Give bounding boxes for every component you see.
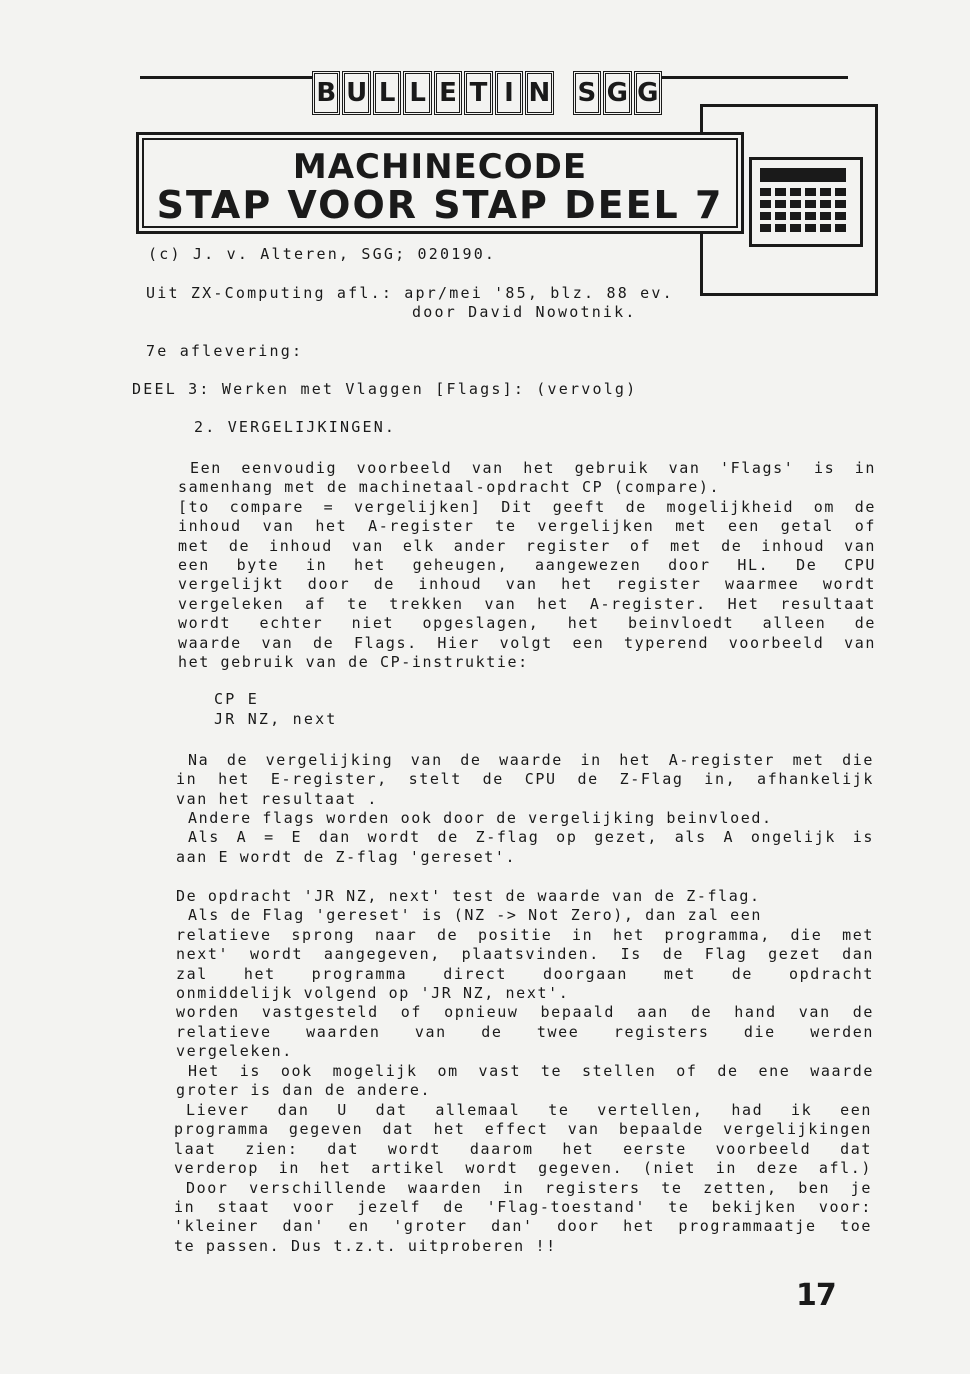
paragraph-3 [176, 809, 874, 867]
text-line: in het E-register, stelt de CPU de Z-Flag in, afhankelijk [176, 770, 874, 789]
keyboard-icon [749, 157, 863, 247]
text-line: relatieve sprong naar de positie in het programma, die met [176, 925, 874, 944]
masthead-letter: G [603, 71, 631, 115]
text-line: vergeleken. [176, 1042, 293, 1061]
text-line: laat zien: dat wordt daarom het eerste voorbeeld dat [174, 1139, 872, 1158]
paragraph-4 [176, 887, 874, 1062]
text-line: next' wordt aangegeven, plaatsvinden. Is de Flag gezet dan [176, 945, 874, 964]
text-line: aan E wordt de Z-flag 'gereset'. [176, 847, 517, 866]
author: door David Nowotnik. [412, 303, 637, 321]
source: Uit ZX-Computing afl.: apr/mei '85, blz. 88 ev. [146, 284, 674, 302]
text-line: met de inhoud van elk ander register of met de inhoud van [178, 536, 876, 555]
text-line: groter is dan de andere. [176, 1081, 432, 1100]
text-line: Als de Flag 'gereset' is (NZ -> Not Zero), dan zal een [188, 906, 763, 925]
subsection-heading: 2. VERGELIJKINGEN. [194, 418, 397, 436]
text-line: Na de vergelijking van de waarde in het A-register met die [188, 751, 874, 769]
text-line: zal het programma direct doorgaan met de opdracht [176, 964, 874, 983]
section-heading: DEEL 3: Werken met Vlaggen [Flags]: (vervolg) [132, 380, 638, 398]
masthead-rule-right [662, 76, 848, 79]
text-line: een byte in het geheugen, aangewezen door HL. De CPU [178, 555, 876, 574]
episode: 7e aflevering: [146, 342, 304, 360]
masthead-letter: I [495, 71, 523, 115]
masthead-letter: S [573, 71, 601, 115]
text-line: van het resultaat . [176, 789, 378, 808]
paragraph-6 [174, 1101, 872, 1256]
paragraph-2 [176, 751, 874, 809]
text-line: relatieve waarden van de twee registers die werden [176, 1022, 874, 1041]
text-line: in staat voor jezelf de 'Flag-toestand' te bekijken voor: [174, 1197, 872, 1216]
title-panel [136, 132, 744, 234]
masthead-letter: T [464, 71, 492, 115]
text-line: vergelijkt door de inhoud van het register waarmee wordt [178, 575, 876, 594]
copyright: (c) J. v. Alteren, SGG; 020190. [148, 245, 497, 263]
paragraph-1 [178, 459, 876, 672]
masthead-letter: U [342, 71, 370, 115]
text-line: Het is ook mogelijk om vast te stellen of de ene waarde [188, 1062, 874, 1080]
paragraph-5 [176, 1062, 874, 1101]
masthead-rule-left [140, 76, 312, 79]
text-line: waarde van de Flags. Hier volgt een typerend voorbeeld van [178, 633, 876, 652]
code-line: JR NZ, next [214, 710, 338, 728]
text-line: Door verschillende waarden in registers te zetten, ben je [186, 1178, 872, 1197]
text-line: Als A = E dan wordt de Z-flag op gezet, als A ongelijk is [188, 828, 874, 847]
text-line: De opdracht 'JR NZ, next' test de waarde van de Z-flag. [176, 887, 761, 905]
masthead-letter: E [434, 71, 462, 115]
keys-icon [760, 188, 850, 234]
masthead-letter: G [634, 71, 662, 115]
text-line: Een eenvoudig voorbeeld van het gebruik van 'Flags' is in [190, 459, 876, 477]
text-line: worden vastgesteld of opnieuw bepaald aan de hand van de [176, 1003, 874, 1022]
text-line: wordt echter niet opgeslagen, het beinvloedt alleen de [178, 614, 876, 633]
text-line: programma gegeven dat het effect van bepaalde vergelijkingen [174, 1120, 872, 1139]
text-line: vergeleken af te trekken van het A-register. Het resultaat [178, 594, 876, 613]
screen-icon [760, 168, 846, 182]
text-line: te passen. Dus t.z.t. uitproberen !! [174, 1236, 557, 1255]
text-line: het gebruik van de CP-instruktie: [178, 652, 529, 671]
text-line: samenhang met de machinetaal-opdracht CP (compare). [178, 478, 721, 497]
title-line-1: MACHINECODE [292, 147, 588, 187]
masthead [312, 70, 662, 116]
masthead-letter: B [312, 71, 340, 115]
masthead-letter: L [373, 71, 401, 115]
code-line: CP E [214, 690, 259, 708]
text-line: [to compare = vergelijken] Dit geeft de mogelijkheid om de [178, 497, 876, 516]
text-line: Liever dan U dat allemaal te vertellen, had ik een [186, 1101, 872, 1119]
masthead-letter: L [403, 71, 431, 115]
title-line-2: STAP VOOR STAP DEEL 7 [156, 183, 724, 227]
text-line: Andere flags worden ook door de vergelijking beinvloed. [188, 809, 773, 827]
text-line: verderop in het artikel wordt gegeven. (niet in deze afl.) [174, 1159, 872, 1178]
page-number: 17 [796, 1278, 836, 1313]
masthead-letter: N [525, 71, 553, 115]
text-line: 'kleiner dan' en 'groter dan' door het programmaatje toe [174, 1217, 872, 1236]
text-line: onmiddelijk volgend op 'JR NZ, next'. [176, 983, 570, 1002]
text-line: inhoud van het A-register te vergelijken met een getal of [178, 517, 876, 536]
